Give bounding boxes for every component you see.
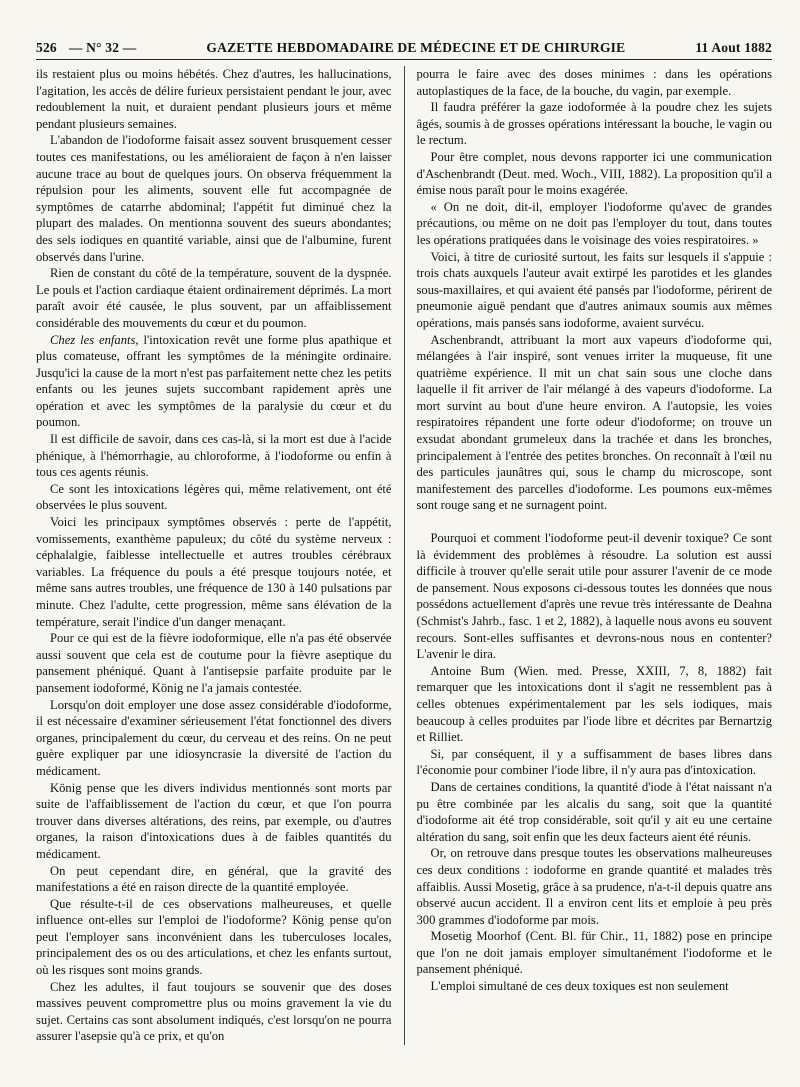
section-gap bbox=[417, 514, 773, 530]
paragraph: L'abandon de l'iodoforme faisait assez souvent brusquement cesser toutes ces manifestations, ou les amélioraient de façon à n'en laisser aucune trace au bout de quelques jours. On observa fréquemment la répulsion pour les aliments, souvent elle fut accompagnée de symptômes de catarrhe abdominal; l'appétit fut diminué chez la plupart des malades. On mentionna souvent des sueurs abondantes; des sels iodiques en quantité variable, ainsi que de l'albumine, furent observés dans l'urine. bbox=[36, 133, 392, 264]
issue-date: 11 Aout 1882 bbox=[695, 40, 772, 55]
paragraph: Or, on retrouve dans presque toutes les observations malheureuses ces deux conditions : iodoforme en grande quantité et malades très affaiblis. Aussi Mosetig, grâce à sa prudence, n'a-t-il depuis quatre ans observé aucun accident. Il a environ cent lits et emploie à peu près 300 grammes d'iodoforme par mois. bbox=[416, 846, 773, 927]
paragraph: Que résulte-t-il de ces observations malheureuses, et quelle influence ont-elles sur l'emploi de l'iodoforme? König pense qu'on peut l'employer sans inconvénient dans les tuberculoses locales, principalement des os ou des articulations, et chez les enfants surtout, où les risques sont moins grands. bbox=[36, 896, 392, 978]
paragraph: Pour être complet, nous devons rapporter ici une communication d'Aschenbrandt (Deut. med. Woch., VIII, 1882). La proposition qu'il a émise nous paraît pour le moins exagérée. bbox=[416, 149, 773, 198]
paragraph: König pense que les divers individus mentionnés sont morts par suite de l'affaiblissement de l'action du cœur, et que l'on pourra trouver dans diverses altérations, des reins, par exemple, ou d'autres organes, la raison d'intoxications dues à de faibles quantités du médicament. bbox=[36, 780, 392, 861]
page-number: 526 bbox=[36, 40, 57, 55]
paragraph: Pour ce qui est de la fièvre iodoformique, elle n'a pas été observée aussi souvent que cela est de coutume pour la fièvre aseptique du pansement phéniqué. Quant à l'antisepsie parfaite produite par le pansement iodoformé, König ne l'a jamais contestée. bbox=[36, 631, 392, 695]
page-header bbox=[36, 40, 772, 60]
paragraph: On peut cependant dire, en général, que la gravité des manifestations a été en raison directe de la quantité employée. bbox=[36, 863, 392, 895]
article-columns bbox=[36, 66, 772, 1045]
paragraph: Pourquoi et comment l'iodoforme peut-il devenir toxique? Ce sont là évidemment des problèmes à résoudre. La solution est aussi difficile à trouver qu'elle serait utile pour assurer l'avenir de ce mode de pansement. Nous exposons ci-dessous toutes les données que nous possédons actuellement d'après une revue très intéressante de Deahna (Schmist's Jahrb., fasc. 1 et 2, 1882), à laquelle nous avons eu souvent recours. Sont-elles suffisantes et devrons-nous nous en contenter? L'avenir le dira. bbox=[416, 531, 773, 662]
right-column bbox=[417, 66, 773, 1045]
paragraph: Rien de constant du côté de la température, souvent de la dyspnée. Le pouls et l'action cardiaque étaient ordinairement déprimés. La mort paraît avoir été causée, le plus souvent, par un affaiblissement considérable des mouvements du cœur et du poumon. bbox=[36, 266, 392, 330]
paragraph: Si, par conséquent, il y a suffisamment de bases libres dans l'économie pour combiner l'iode libre, il n'y aura pas d'intoxication. bbox=[416, 746, 773, 778]
header-left bbox=[36, 40, 136, 56]
issue-number: — N° 32 — bbox=[68, 40, 137, 55]
left-column bbox=[36, 66, 392, 1045]
paragraph: Chez les enfants, l'intoxication revêt une forme plus apathique et plus comateuse, offrant les symptômes de la méningite ordinaire. Jusqu'ici la cause de la mort n'est pas parfaitement nette chez les petits enfants ou les jeunes sujets succombant rapidement après une opération et avec les symptômes de la paralysie du cœur et du poumon. bbox=[36, 332, 392, 430]
paragraph: Voici, à titre de curiosité surtout, les faits sur lesquels il s'appuie : trois chats auxquels l'auteur avait extirpé les parotides et les glandes sous-maxillaires, et qui avaient été pansés par l'iodoforme, périrent de pneumonie aiguë pendant que d'autres animaux soumis aux mêmes opérations, mais pansés sans iodoforme, avaient survécu. bbox=[416, 249, 773, 330]
paragraph: Chez les adultes, il faut toujours se souvenir que des doses massives peuvent compromettre plus ou moins gravement la vie du sujet. Certains cas sont absolument indiqués, c'est lorsqu'on ne pourra assurer l'asepsie qu'à ce prix, et qu'on bbox=[36, 979, 392, 1044]
paragraph: Aschenbrandt, attribuant la mort aux vapeurs d'iodoforme qui, mélangées à l'air inspiré, sont venues irriter la muqueuse, fit une quatrième expérience. Il mit un chat sain sous une cloche dans laquelle il fit arriver de l'air mélangé à des vapeurs d'iodoforme. La mort survint au bout d'une heure environ. A l'autopsie, les voies respiratoires répandent une forte odeur d'iodoforme; on trouve un exsudat abondant grumeleux dans la trachée et dans les bronches, principalement à l'entrée des petites bronches. On reconnaît à l'œil nu des particules jaunâtres qui, sous le champ du microscope, sont manifestement des parcelles d'iodoforme. Les poumons eux-mêmes sont rouge sang et ne surnagent point. bbox=[416, 332, 773, 513]
italic-lead-in: Chez les enfants, bbox=[50, 332, 139, 347]
journal-title: GAZETTE HEBDOMADAIRE DE MÉDECINE ET DE CHIRURGIE bbox=[206, 40, 626, 55]
paragraph: Mosetig Moorhof (Cent. Bl. für Chir., 11, 1882) pose en principe que l'on ne doit jamais employer simultanément l'iodoforme et le pansement phéniqué. bbox=[416, 929, 773, 977]
column-divider bbox=[404, 66, 405, 1045]
paragraph: Ce sont les intoxications légères qui, même relativement, ont été observées le plus souvent. bbox=[36, 481, 392, 513]
paragraph: Il faudra préférer la gaze iodoformée à la poudre chez les sujets âgés, soumis à de grosses opérations intéressant la bouche, le vagin ou le rectum. bbox=[416, 100, 773, 148]
paragraph: « On ne doit, dit-il, employer l'iodoforme qu'avec de grandes précautions, ou même on ne doit pas l'employer du tout, dans toutes les opérations pratiquées dans le voisinage des voies respiratoires. » bbox=[416, 199, 773, 247]
paragraph: Il est difficile de savoir, dans ces cas-là, si la mort est due à l'acide phénique, à l'hémorrhagie, au chloroforme, à l'iodoforme ou enfin à tous ces agents réunis. bbox=[36, 432, 392, 480]
paragraph: L'emploi simultané de ces deux toxiques est non seulement bbox=[430, 979, 729, 994]
paragraph: Antoine Bum (Wien. med. Presse, XXIII, 7, 8, 1882) fait remarquer que les intoxications dont il s'agit ne ressemblent pas à celles obtenues expérimentalement par les sels iodiques, mais beaucoup à celles produites par l'iode libre et décrites par Bernartzig et Rilliet. bbox=[416, 663, 773, 745]
paragraph: Lorsqu'on doit employer une dose assez considérable d'iodoforme, il est nécessaire d'examiner sérieusement l'état fonctionnel des divers organes, principalement du cœur, du cerveau et des reins. On ne peut guère expliquer par une idiosyncrasie la diversité de l'action du médicament. bbox=[36, 697, 392, 778]
paragraph: Voici les principaux symptômes observés : perte de l'appétit, vomissements, exanthème papuleux; du côté du système nerveux : céphalalgie, faiblesse intellectuelle et autres troubles cérébraux variables. La fréquence du pouls a été presque toujours notée, et même sans autres troubles, une fréquence de 130 à 140 pulsations par minute. Chez l'adulte, cette progression, même sans élévation de la température, serait l'indice d'un danger menaçant. bbox=[36, 515, 392, 629]
paragraph: ils restaient plus ou moins hébétés. Chez d'autres, les hallucinations, l'agitation, les accès de délire furieux persistaient pendant le jour, avec redoublement la nuit, et duraient pendant plusieurs jours et même pendant plusieurs semaines. bbox=[36, 67, 392, 131]
paragraph: pourra le faire avec des doses minimes : dans les opérations autoplastiques de la face, de la bouche, du vagin, par exemple. bbox=[416, 67, 773, 98]
paragraph: Dans de certaines conditions, la quantité d'iode à l'état naissant n'a pu être combinée par les alcalis du sang, soit que la quantité d'iodoforme ait été trop considérable, soit qu'il y ait eu une certaine altération du sang, soit enfin que les deux facteurs aient été réunis. bbox=[416, 779, 773, 844]
